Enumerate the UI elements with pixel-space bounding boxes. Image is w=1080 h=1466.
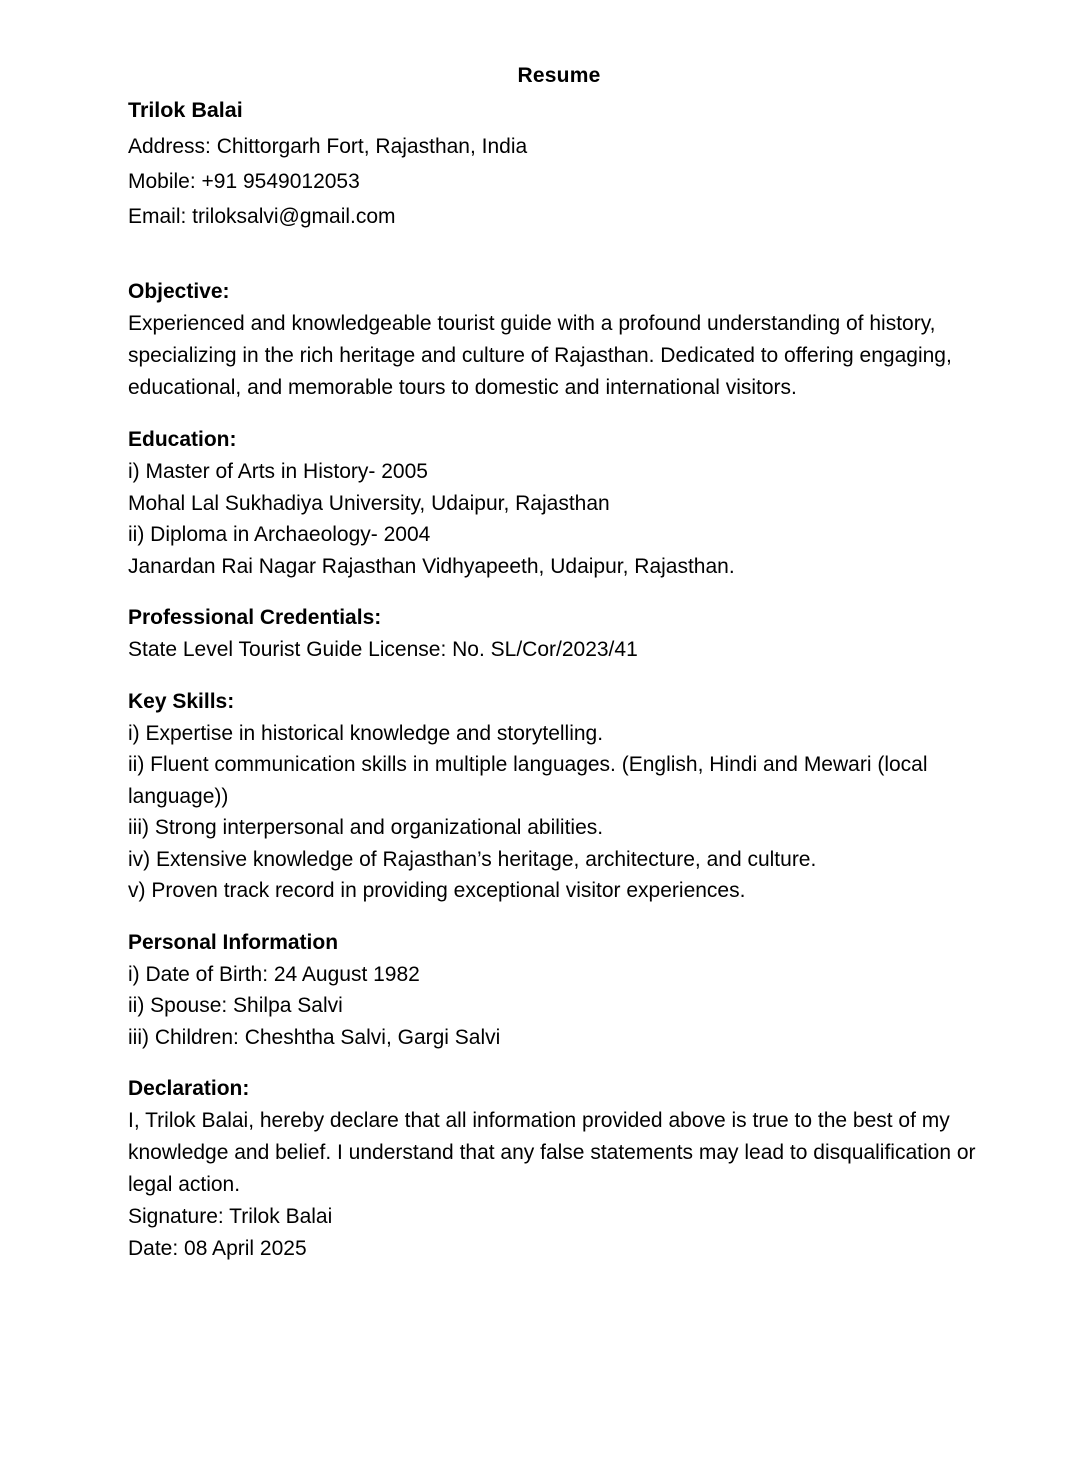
date-line: Date: 08 April 2025 <box>128 1236 307 1260</box>
contact-mobile: Mobile: +91 9549012053 <box>128 170 360 193</box>
contact-email: Email: triloksalvi@gmail.com <box>128 205 396 228</box>
section-heading-objective: Objective: <box>128 280 230 303</box>
contact-spacer <box>128 234 990 256</box>
declaration-paragraph: I, Trilok Balai, hereby declare that all information provided above is true to the best of my knowledge and belief. I understand that any false statements may lead to disqualification or legal action. <box>128 1109 976 1196</box>
education-item: Janardan Rai Nagar Rajasthan Vidhyapeeth, Udaipur, Rajasthan. <box>128 554 735 578</box>
objective-paragraph: Experienced and knowledgeable tourist guide with a profound understanding of history, specializing in the rich heritage and culture of Rajasthan. Dedicated to offering engaging, educational, and memorable tours to domestic and international visitors. <box>128 312 952 399</box>
skill-item: v) Proven track record in providing exceptional visitor experiences. <box>128 879 746 902</box>
section-heading-key-skills: Key Skills: <box>128 689 235 713</box>
section-heading-professional-credentials: Professional Credentials: <box>128 606 382 629</box>
page-title: Resume <box>517 64 601 87</box>
contact-address: Address: Chittorgarh Fort, Rajasthan, India <box>128 135 528 158</box>
skill-item: ii) Fluent communication skills in multiple languages. (English, Hindi and Mewari (local language)) <box>128 753 928 808</box>
education-item: Mohal Lal Sukhadiya University, Udaipur, Rajasthan <box>128 491 610 515</box>
education-item: ii) Diploma in Archaeology- 2004 <box>128 523 431 546</box>
section-heading-personal-information: Personal Information <box>128 930 339 954</box>
personal-info-item: ii) Spouse: Shilpa Salvi <box>128 994 343 1017</box>
candidate-name: Trilok Balai <box>128 98 243 122</box>
signature-line: Signature: Trilok Balai <box>128 1205 333 1228</box>
credential-item: State Level Tourist Guide License: No. SL/Cor/2023/41 <box>128 638 638 661</box>
skill-item: i) Expertise in historical knowledge and storytelling. <box>128 721 604 745</box>
personal-info-item: iii) Children: Cheshtha Salvi, Gargi Salvi <box>128 1025 501 1049</box>
personal-info-item: i) Date of Birth: 24 August 1982 <box>128 962 420 986</box>
skill-item: iii) Strong interpersonal and organizational abilities. <box>128 816 604 839</box>
section-heading-declaration: Declaration: <box>128 1077 250 1100</box>
education-item: i) Master of Arts in History- 2005 <box>128 460 428 483</box>
skill-item: iv) Extensive knowledge of Rajasthan’s heritage, architecture, and culture. <box>128 847 817 871</box>
section-heading-education: Education: <box>128 428 237 451</box>
